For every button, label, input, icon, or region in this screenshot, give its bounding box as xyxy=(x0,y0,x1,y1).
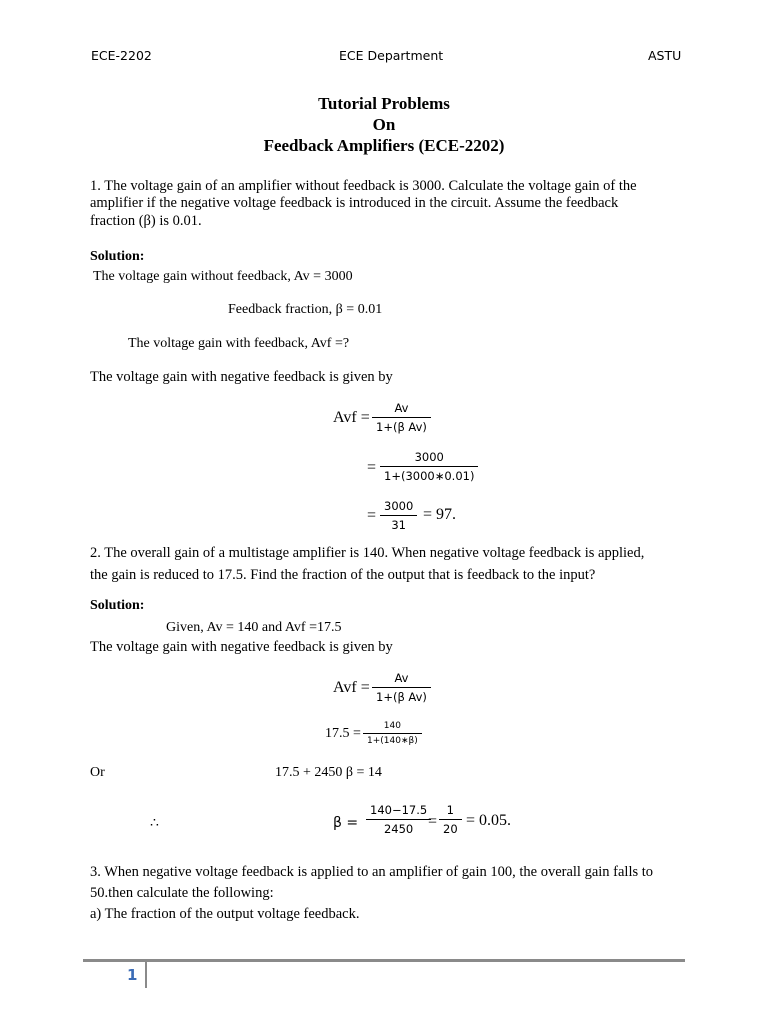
problem-1-statement-line-1: 1. The voltage gain of an amplifier without feedback is 3000. Calculate the voltage gain of the xyxy=(90,178,637,194)
problem-1-unknown: The voltage gain with feedback, Avf =? xyxy=(128,336,350,351)
problem-3-statement-line-2: 50.then calculate the following: xyxy=(90,885,274,901)
problem-2-or-label: Or xyxy=(90,765,105,780)
problem-2-eq2-fraction xyxy=(363,721,422,746)
problem-3-statement-line-3: a) The fraction of the output voltage feedback. xyxy=(90,906,360,922)
problem-1-eq3-lhs: = xyxy=(367,507,377,524)
problem-1-eq2-denominator: 1+(3000∗0.01) xyxy=(384,469,475,483)
problem-3-statement-line-1: 3. When negative voltage feedback is applied to an amplifier of gain 100, the overall gain falls to xyxy=(90,864,654,880)
problem-2-eq3: 17.5 + 2450 β = 14 xyxy=(275,765,382,780)
problem-1-eq1-denominator: 1+(β Av) xyxy=(376,420,427,434)
problem-1-eq3-numerator: 3000 xyxy=(380,499,417,516)
problem-1-given-gain: The voltage gain without feedback, Av = 3000 xyxy=(93,269,353,284)
problem-1-eq1-fraction xyxy=(372,401,431,434)
problem-1-eq2-numerator: 3000 xyxy=(380,450,478,467)
problem-2-eq4-numerator-2: 1 xyxy=(439,803,462,820)
problem-2-given: Given, Av = 140 and Avf =17.5 xyxy=(166,620,342,635)
problem-2-eq2-denominator: 1+(140∗β) xyxy=(367,736,418,746)
problem-2-eq1-numerator: Av xyxy=(372,671,431,688)
title-line-3: Feedback Amplifiers (ECE-2202) xyxy=(263,136,505,155)
problem-2-eq4-result: = 0.05. xyxy=(466,812,512,829)
title-line-2: On xyxy=(372,115,396,134)
problem-1-intro: The voltage gain with negative feedback is given by xyxy=(90,369,393,385)
problem-2-eq2-numerator: 140 xyxy=(363,721,422,734)
problem-1-eq3-denominator: 31 xyxy=(391,518,406,532)
problem-1-statement-line-3: fraction (β) is 0.01. xyxy=(90,213,202,229)
problem-2-eq4-numerator-1: 140−17.5 xyxy=(366,803,431,820)
problem-2-statement-line-2: the gain is reduced to 17.5. Find the fraction of the output that is feedback to the input? xyxy=(90,567,596,583)
problem-2-eq4-fraction-1 xyxy=(366,803,431,836)
page-number: 1 xyxy=(127,966,138,984)
problem-2-eq1-denominator: 1+(β Av) xyxy=(376,690,427,704)
problem-2-eq2-lhs: 17.5 = xyxy=(325,726,361,741)
problem-1-given-beta: Feedback fraction, β = 0.01 xyxy=(228,302,383,317)
problem-2-eq4-lhs: β = xyxy=(333,815,359,831)
header-department: ECE Department xyxy=(339,48,444,63)
problem-2-solution-label: Solution: xyxy=(90,598,145,613)
problem-1-eq3-result: = 97. xyxy=(423,506,457,523)
problem-2-eq4-fraction-2 xyxy=(439,803,462,836)
header-course-code: ECE-2202 xyxy=(91,48,152,63)
problem-1-eq2-lhs: = xyxy=(367,459,377,476)
therefore-icon: ∴ xyxy=(150,816,159,831)
header-institution: ASTU xyxy=(648,48,682,63)
title-line-1: Tutorial Problems xyxy=(318,94,450,113)
problem-1-solution-label: Solution: xyxy=(90,249,145,264)
problem-2-statement-line-1: 2. The overall gain of a multistage amplifier is 140. When negative voltage feedback is applied, xyxy=(90,545,645,561)
footer-rule xyxy=(83,959,685,962)
problem-2-eq1-fraction xyxy=(372,671,431,704)
problem-1-statement-line-2: amplifier if the negative voltage feedback is introduced in the circuit. Assume the feedback xyxy=(90,195,619,211)
problem-2-eq4-denominator-2: 20 xyxy=(443,822,458,836)
problem-2-eq4-equals: = xyxy=(428,813,438,830)
problem-1-eq1-lhs: Avf = xyxy=(333,409,370,426)
problem-2-intro: The voltage gain with negative feedback is given by xyxy=(90,639,393,655)
problem-1-eq1-numerator: Av xyxy=(372,401,431,418)
problem-1-eq2-fraction xyxy=(380,450,478,483)
page-number-divider xyxy=(145,962,147,988)
problem-2-eq4-denominator-1: 2450 xyxy=(383,822,414,836)
problem-1-eq3-fraction xyxy=(380,499,417,532)
problem-2-eq1-lhs: Avf = xyxy=(333,679,370,696)
